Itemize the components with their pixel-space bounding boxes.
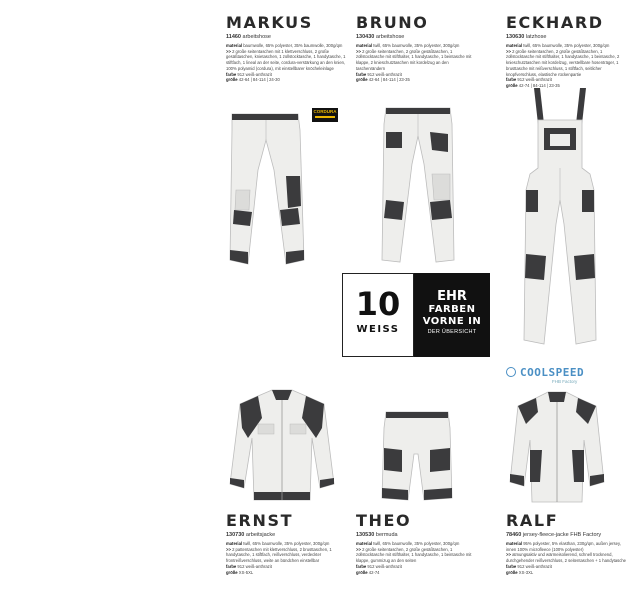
product-code: 78460 jersey-fleece-jacke FHB Factory — [506, 532, 602, 538]
product-ernst — [226, 512, 346, 575]
more-colors-panel — [414, 273, 490, 357]
ernst-jacket-image — [228, 388, 336, 510]
cordura-logo: CORDURA — [312, 108, 338, 122]
ralf-jacket-image — [508, 390, 606, 508]
product-name: MARKUS — [226, 13, 313, 32]
product-description: material twill, 65% baumwolle, 35% polyester, 300g/qm >> 2 pattentaschen mit klettverschluss, 2 brusttaschen, 1 handytasche, 1 stiftfach, reißverschluss, verdeckter frontreißverschluss, weite an bündchen einstellbar farbe 912 weiß-anthrazit größe XS-5XL — [226, 541, 332, 575]
product-name: THEO — [356, 511, 412, 530]
product-description: material twill, 65% baumwolle, 35% polyester, 300g/qm >> 2 große seitentaschen, 2 große gesäßtaschen, 1 zollstocktasche mit stifthalter, 1 handytasche, 1 beintasche mit klappe, 2 knieschutztaschen mit kordelzug an den taschenrändern farbe 912 weiß-anthrazit größe 42-64 | 84-114 | 23-35 — [356, 43, 472, 83]
product-name: RALF — [506, 511, 559, 530]
eckhard-overalls-image — [520, 84, 600, 348]
coolspeed-logo: COOLSPEED FHB Factory — [506, 366, 606, 388]
color-name: WEISS — [356, 324, 400, 335]
product-description: material twill, 65% baumwolle, 35% polyester, 300g/qm >> 2 große seitentaschen, 2 große gesäßtaschen, 1 zollstocktasche mit stifthalter, 1 handytasche, 1 beintasche mit klappe, gummizug an den seiten farbe 912 weiß-anthrazit größe 42-74 — [356, 541, 472, 575]
product-eckhard — [506, 14, 626, 89]
bruno-trousers-image — [378, 104, 458, 266]
product-markus — [226, 14, 346, 83]
product-description: material baumwolle, 65% polyester, 35% baumwolle, 300g/qm >> 2 große seitentaschen mit 1 klettverschluss, 2 große gesäßtaschen, knietaschen, 1 zollstocktasche, 1 handytasche, 1 stiftfach, 1 lineal an der seite, cordura-verstärkung an den knien, 100% polyamid (cordura), mit einstellbarer knöcheleinlage farbe 912 weiß-anthrazit größe 42-64 | 84-114 | 24-30 — [226, 43, 346, 83]
product-code: 130730 arbeitsjacke — [226, 532, 276, 538]
more-colors-line2a: FARBEN — [428, 304, 476, 315]
product-theo — [356, 512, 474, 575]
product-description: material 95% polyester, 5% elasthan, 230g/qm, außen jersey, innen 100% microfleece (100% polyester) >> atmungsaktiv und wärmeisolierend, schnell trocknend, durchgehender reißverschluss, 2 seitentaschen + 1 handytasche farbe 912 weiß-anthrazit größe XS-3XL — [506, 541, 626, 575]
color-count: 10 — [355, 285, 401, 323]
coolspeed-icon — [506, 367, 516, 377]
product-bruno — [356, 14, 474, 83]
color-count-panel — [342, 273, 414, 357]
theo-bermuda-image — [380, 408, 454, 504]
product-name: BRUNO — [356, 13, 429, 32]
more-colors-line3: DER ÜBERSICHT — [427, 329, 477, 335]
product-name: ECKHARD — [506, 13, 604, 32]
product-name: ERNST — [226, 511, 294, 530]
product-code: 11460 arbeitshose — [226, 34, 271, 40]
color-overview-box — [342, 273, 490, 357]
product-code: 130430 arbeitshose — [356, 34, 405, 40]
more-colors-line1: EHR — [437, 289, 467, 304]
product-ralf — [506, 512, 626, 575]
product-description: material twill, 65% baumwolle, 35% polyester, 300g/qm >> 2 große seitentaschen, 2 große gesäßtaschen, 1 zollstocktasche mit stifthalter, 1 handytasche, 1 beintasche, 2 knieschutztaschen mit kordelzug, verstellbare hosenträger, 1 brusttasche mit reißverschluss, 1 stiftfach, seitlicher knopfverschluss, elastische rückenpartie farbe 912 weiß-anthrazit größe 42-74 | 84-114 | 23-35 — [506, 43, 620, 88]
product-code: 130530 bermuda — [356, 532, 398, 538]
product-code: 130630 latzhose — [506, 34, 547, 40]
more-colors-line2b: VORNE IN — [422, 316, 482, 327]
markus-trousers-image — [224, 110, 308, 270]
